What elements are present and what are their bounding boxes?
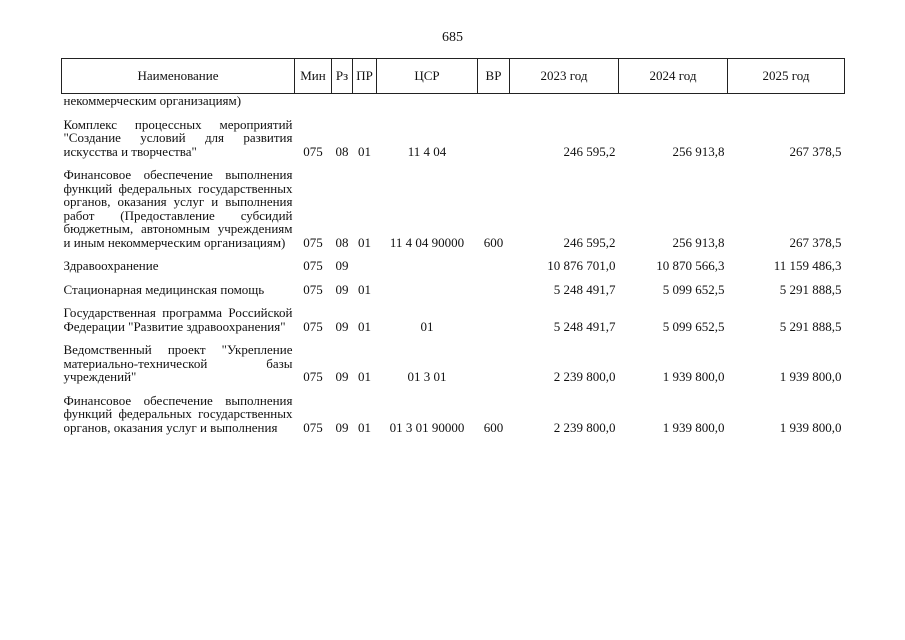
- header-2023: 2023 год: [510, 59, 619, 94]
- cell-pr: 01: [358, 318, 371, 334]
- cell-2024: 1 939 800,0: [662, 419, 725, 435]
- cell-csr: [377, 94, 478, 108]
- cell-rz: 09: [335, 281, 349, 297]
- cell-2025: 267 378,5: [789, 143, 842, 159]
- cell-pr: [353, 94, 377, 108]
- cell-2023: 5 248 491,7: [553, 318, 616, 334]
- cell-pr: 01: [358, 369, 371, 384]
- cell-2023: 2 239 800,0: [553, 369, 616, 384]
- cell-min: 075: [303, 234, 323, 250]
- table-header-row: [62, 59, 845, 94]
- cell-name: некоммерческим организациям): [63, 93, 242, 108]
- cell-min: 075: [303, 419, 323, 435]
- cell-csr: [377, 259, 478, 273]
- cell-name: Комплекс процессных мероприятий "Создание условий для развития искусства и творчества": [63, 116, 293, 159]
- row-spacer: [62, 273, 845, 283]
- budget-table: [61, 58, 845, 434]
- table-body: [62, 94, 845, 435]
- cell-csr: 11 4 04 90000: [389, 234, 465, 250]
- cell-vr: [478, 343, 510, 384]
- cell-min: [295, 94, 332, 108]
- cell-vr: [478, 118, 510, 159]
- cell-2023: [510, 94, 619, 108]
- cell-pr: 01: [358, 234, 371, 250]
- header-csr: ЦСР: [377, 59, 478, 94]
- cell-rz: 09: [335, 258, 349, 273]
- cell-2023: 246 595,2: [563, 234, 616, 250]
- cell-2025: 267 378,5: [789, 234, 842, 250]
- cell-rz: 09: [335, 419, 349, 435]
- cell-pr: 01: [358, 419, 371, 435]
- row-spacer: [62, 108, 845, 118]
- cell-name: Финансовое обеспечение выполнения функций федеральных государственных органов, оказания услуг и выполнения: [63, 392, 293, 435]
- header-rz: Рз: [332, 59, 353, 94]
- cell-name: Финансовое обеспечение выполнения функций федеральных государственных органов, оказания услуг и выполнения работ (Предоставление субсидий бюджетным, автономным учреждениям и иным некоммерческим организациям): [63, 167, 293, 250]
- header-2025: 2025 год: [728, 59, 845, 94]
- cell-pr: 01: [358, 143, 371, 159]
- cell-name: Стационарная медицинская помощь: [63, 281, 265, 297]
- cell-2024: 5 099 652,5: [662, 318, 725, 334]
- cell-csr: 11 4 04: [407, 143, 447, 159]
- cell-vr: [478, 283, 510, 297]
- cell-2025: 5 291 888,5: [779, 318, 842, 334]
- cell-2023: 5 248 491,7: [553, 281, 616, 297]
- cell-2024: [619, 94, 728, 108]
- cell-min: 075: [303, 318, 323, 334]
- cell-2023: 10 876 701,0: [547, 258, 616, 273]
- cell-2025: 5 291 888,5: [779, 281, 842, 297]
- cell-2024: 256 913,8: [672, 143, 725, 159]
- cell-vr: [478, 306, 510, 333]
- table-row: [62, 343, 845, 384]
- cell-vr: 600: [483, 234, 504, 250]
- cell-2025: 11 159 486,3: [773, 258, 842, 273]
- table-row: [62, 118, 845, 159]
- cell-2024: 1 939 800,0: [662, 369, 725, 384]
- table-row: [62, 259, 845, 273]
- cell-min: 075: [303, 369, 323, 384]
- header-pr: ПР: [353, 59, 377, 94]
- header-name: Наименование: [62, 59, 295, 94]
- header-vr: ВР: [478, 59, 510, 94]
- row-spacer-cell: [62, 249, 845, 259]
- cell-2025: [728, 94, 845, 108]
- cell-name: Ведомственный проект "Укрепление материально-технической базы учреждений": [63, 342, 293, 384]
- cell-rz: 09: [335, 318, 349, 334]
- cell-rz: [332, 94, 353, 108]
- cell-vr: 600: [483, 419, 504, 435]
- cell-name: Государственная программа Российской Федерации "Развитие здравоохранения": [63, 305, 293, 334]
- cell-min: 075: [303, 143, 323, 159]
- cell-2025: 1 939 800,0: [779, 369, 842, 384]
- cell-2024: 10 870 566,3: [656, 258, 725, 273]
- row-spacer-cell: [62, 108, 845, 118]
- cell-vr: [478, 259, 510, 273]
- row-spacer: [62, 249, 845, 259]
- cell-csr: 01 3 01: [407, 369, 447, 384]
- cell-rz: 08: [335, 143, 349, 159]
- cell-csr: [377, 283, 478, 297]
- cell-pr: 01: [358, 281, 371, 297]
- table-row: [62, 283, 845, 297]
- cell-2023: 2 239 800,0: [553, 419, 616, 435]
- cell-pr: [353, 259, 377, 273]
- cell-2024: 5 099 652,5: [662, 281, 725, 297]
- cell-2024: 256 913,8: [672, 234, 725, 250]
- cell-rz: 09: [335, 369, 349, 384]
- cell-name: Здравоохранение: [63, 258, 159, 273]
- cell-rz: 08: [335, 234, 349, 250]
- row-spacer-cell: [62, 384, 845, 394]
- cell-min: 075: [303, 281, 323, 297]
- table-row: [62, 168, 845, 249]
- row-spacer: [62, 384, 845, 394]
- header-min: Мин: [295, 59, 332, 94]
- cell-2023: 246 595,2: [563, 143, 616, 159]
- cell-csr: 01 3 01 90000: [389, 419, 465, 435]
- cell-min: 075: [303, 258, 323, 273]
- table-row: [62, 94, 845, 108]
- page-number: 685: [442, 30, 463, 45]
- table-row: [62, 306, 845, 333]
- cell-csr: 01: [420, 318, 434, 334]
- header-2024: 2024 год: [619, 59, 728, 94]
- table-row: [62, 394, 845, 435]
- row-spacer-cell: [62, 273, 845, 283]
- cell-vr: [478, 94, 510, 108]
- cell-2025: 1 939 800,0: [779, 419, 842, 435]
